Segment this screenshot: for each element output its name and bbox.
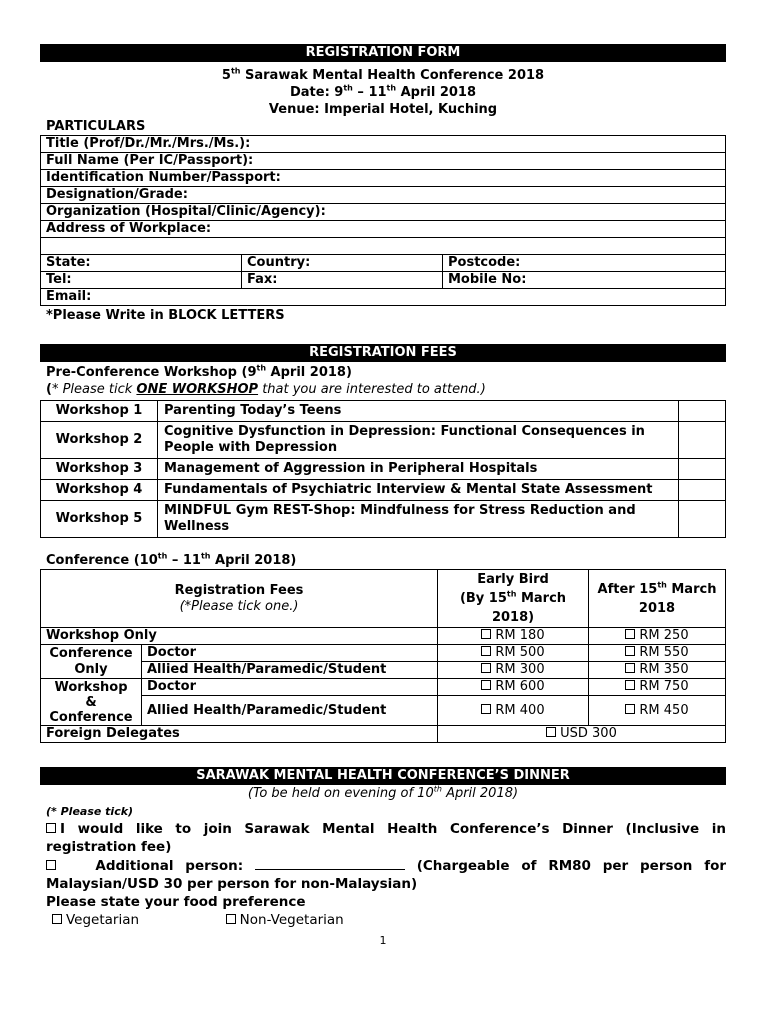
dinner-tick-note: (* Please tick) — [46, 805, 134, 818]
tel-field[interactable]: Tel: — [41, 272, 242, 289]
fee-subcategory: Doctor — [142, 679, 438, 696]
dinner-title-bar: SARAWAK MENTAL HEALTH CONFERENCE’S DINNER — [40, 767, 726, 785]
table-row — [41, 696, 726, 726]
pre-conference-heading: Pre-Conference Workshop (9th April 2018) — [46, 363, 352, 380]
fax-field[interactable]: Fax: — [242, 272, 443, 289]
checkbox-icon[interactable] — [52, 914, 62, 924]
workshop-title: Cognitive Dysfunction in Depression: Functional Consequences in People with Depression — [158, 422, 679, 459]
conference-heading: Conference (10th – 11th April 2018) — [46, 551, 297, 568]
workshop-title: Parenting Today’s Teens — [158, 401, 679, 422]
checkbox-icon[interactable] — [481, 680, 491, 690]
non-vegetarian-option[interactable]: Non-Vegetarian — [226, 912, 344, 928]
workshop-title: MINDFUL Gym REST-Shop: Mindfulness for Stress Reduction and Wellness — [158, 501, 679, 538]
designation-field[interactable]: Designation/Grade: — [41, 187, 726, 204]
fee-category: Workshop & Conference — [41, 679, 142, 726]
fee-category: Conference Only — [41, 645, 142, 679]
food-preference-label: Please state your food preference — [46, 894, 306, 910]
workshop-name: Workshop 4 — [41, 480, 158, 501]
vegetarian-option[interactable]: Vegetarian — [52, 912, 139, 928]
checkbox-icon[interactable] — [546, 727, 556, 737]
fee-option[interactable]: RM 300 — [438, 662, 589, 679]
checkbox-icon[interactable] — [481, 646, 491, 656]
workshop-name: Workshop 3 — [41, 459, 158, 480]
fee-option[interactable]: RM 400 — [438, 696, 589, 726]
checkbox-icon[interactable] — [625, 680, 635, 690]
conference-date: Date: 9th – 11th April 2018 — [289, 83, 477, 100]
table-row — [41, 662, 726, 679]
fee-option[interactable]: RM 600 — [438, 679, 589, 696]
table-row — [41, 480, 726, 501]
checkbox-icon[interactable] — [625, 704, 635, 714]
particulars-heading: PARTICULARS — [46, 119, 146, 134]
postcode-field[interactable]: Postcode: — [443, 255, 726, 272]
workshop-name: Workshop 5 — [41, 501, 158, 538]
title-field[interactable]: Title (Prof/Dr./Mr./Mrs./Ms.): — [41, 136, 726, 153]
page-number: 1 — [379, 934, 387, 947]
particulars-table — [40, 135, 726, 306]
fee-table-header: Registration Fees (*Please tick one.) — [41, 570, 438, 628]
checkbox-icon[interactable] — [625, 646, 635, 656]
address-field[interactable]: Address of Workplace: — [41, 221, 726, 238]
checkbox-icon[interactable] — [481, 704, 491, 714]
workshop-title: Fundamentals of Psychiatric Interview & Mental State Assessment — [158, 480, 679, 501]
additional-person-blank[interactable] — [255, 857, 405, 870]
workshop-tick-box[interactable] — [679, 480, 726, 501]
checkbox-icon[interactable] — [625, 663, 635, 673]
conference-venue: Venue: Imperial Hotel, Kuching — [268, 102, 498, 117]
workshop-name: Workshop 1 — [41, 401, 158, 422]
table-row — [41, 501, 726, 538]
table-row — [41, 401, 726, 422]
food-options — [52, 911, 726, 929]
table-row — [41, 422, 726, 459]
table-row — [41, 459, 726, 480]
checkbox-icon[interactable] — [46, 823, 56, 833]
dinner-join-option[interactable]: I would like to join Sarawak Mental Health Conference’s Dinner (Inclusive in registration fee) — [46, 821, 726, 855]
workshop-tick-box[interactable] — [679, 501, 726, 538]
conference-fee-table — [40, 569, 726, 743]
additional-person-option[interactable]: Additional person: (Chargeable of RM80 per person for Malaysian/USD 30 per person for non-Malaysian) — [46, 858, 727, 892]
workshop-name: Workshop 2 — [41, 422, 158, 459]
fee-option[interactable]: RM 550 — [589, 645, 726, 662]
workshop-table — [40, 400, 726, 538]
after-date-header: After 15th March 2018 — [589, 570, 726, 628]
workshop-title: Management of Aggression in Peripheral Hospitals — [158, 459, 679, 480]
fee-option[interactable]: RM 500 — [438, 645, 589, 662]
fee-option[interactable]: USD 300 — [438, 726, 726, 743]
fee-option[interactable]: RM 450 — [589, 696, 726, 726]
fee-option[interactable]: RM 750 — [589, 679, 726, 696]
early-bird-header: Early Bird (By 15th March 2018) — [438, 570, 589, 628]
workshop-tick-box[interactable] — [679, 422, 726, 459]
checkbox-icon[interactable] — [481, 663, 491, 673]
table-row — [41, 628, 726, 645]
id-number-field[interactable]: Identification Number/Passport: — [41, 170, 726, 187]
dinner-section — [40, 785, 726, 949]
table-row — [41, 726, 726, 743]
block-letters-note: *Please Write in BLOCK LETTERS — [46, 308, 285, 323]
fee-subcategory: Allied Health/Paramedic/Student — [142, 662, 438, 679]
checkbox-icon[interactable] — [625, 629, 635, 639]
fee-option[interactable]: RM 180 — [438, 628, 589, 645]
fee-option[interactable]: RM 350 — [589, 662, 726, 679]
email-field[interactable]: Email: — [41, 289, 726, 306]
address-line-2[interactable] — [41, 238, 726, 255]
dinner-subtitle: (To be held on evening of 10th April 2018) — [247, 784, 519, 801]
form-title-bar: REGISTRATION FORM — [40, 44, 726, 62]
fee-category: Foreign Delegates — [41, 726, 438, 743]
table-row — [41, 679, 726, 696]
fee-option[interactable]: RM 250 — [589, 628, 726, 645]
fee-category: Workshop Only — [41, 628, 438, 645]
fee-subcategory: Allied Health/Paramedic/Student — [142, 696, 438, 726]
checkbox-icon[interactable] — [226, 914, 236, 924]
fees-title-bar: REGISTRATION FEES — [40, 344, 726, 362]
form-header — [40, 67, 726, 118]
workshop-tick-box[interactable] — [679, 401, 726, 422]
fee-subcategory: Doctor — [142, 645, 438, 662]
organization-field[interactable]: Organization (Hospital/Clinic/Agency): — [41, 204, 726, 221]
checkbox-icon[interactable] — [481, 629, 491, 639]
table-row — [41, 645, 726, 662]
country-field[interactable]: Country: — [242, 255, 443, 272]
state-field[interactable]: State: — [41, 255, 242, 272]
full-name-field[interactable]: Full Name (Per IC/Passport): — [41, 153, 726, 170]
workshop-tick-box[interactable] — [679, 459, 726, 480]
checkbox-icon[interactable] — [46, 860, 56, 870]
conference-name: 5th Sarawak Mental Health Conference 2018 — [221, 66, 545, 83]
mobile-field[interactable]: Mobile No: — [443, 272, 726, 289]
workshop-instruction: (* Please tick ONE WORKSHOP that you are interested to attend.) — [46, 382, 486, 397]
registration-form — [40, 44, 726, 949]
